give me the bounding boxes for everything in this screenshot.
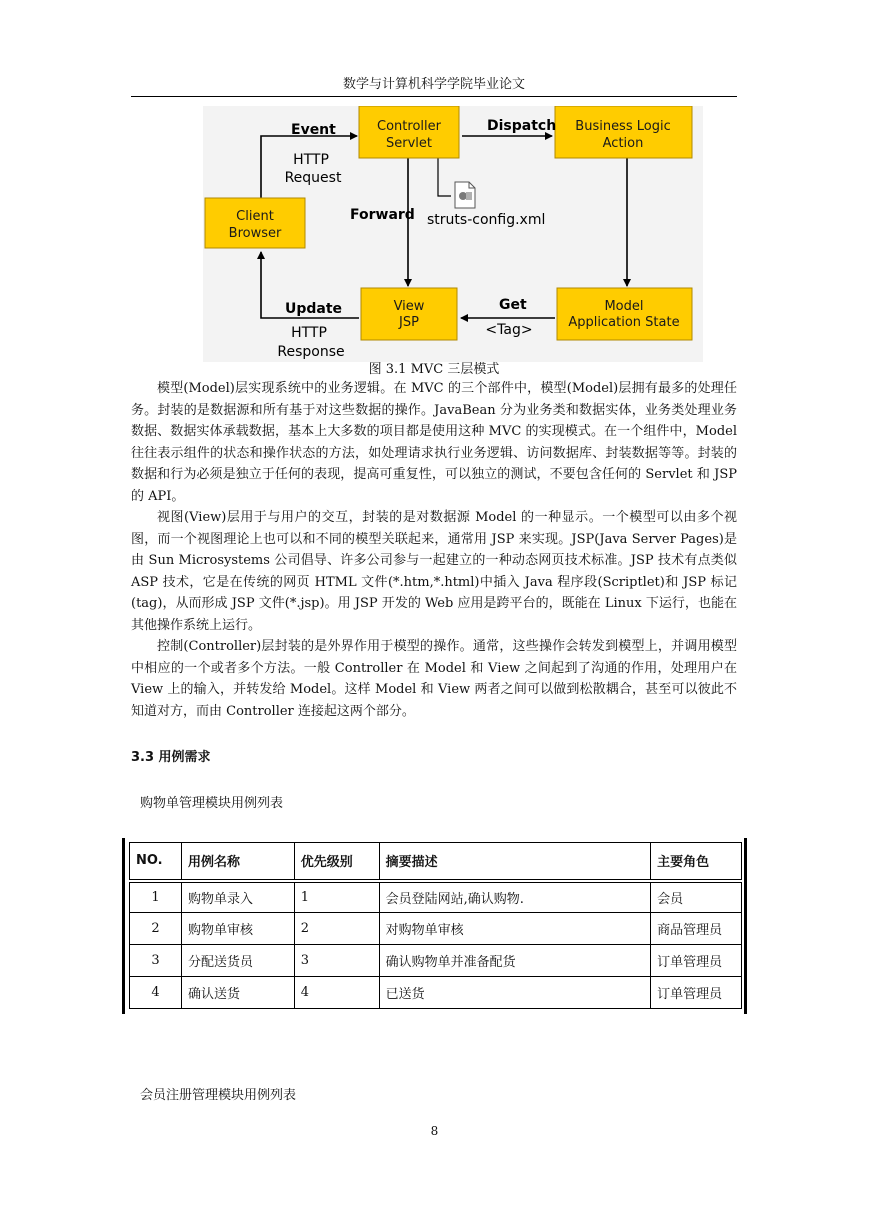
paragraph-model: 模型(Model)层实现系统中的业务逻辑。在 MVC 的三个部件中，模型(Model)层拥有最多的处理任务。封装的是数据源和所有基于对这些数据的操作。JavaBean 分为业务类和数据实体，业务类处理业务数据、数据实体承载数据，基本上大多数的项目都是使用这种 MVC 的实现模式。在一个组件中，Model 往往表示组件的状态和操作状态的方法，如处理请求执行业务逻辑、访问数据库、封装数据等等。封装的数据和行为必须是独立于任何的表现，提高可重复性，可以独立的测试，不要包含任何的 Servlet 和 JSP 的 API。 [131, 381, 737, 504]
box-controller-subtitle: Servlet [386, 136, 432, 151]
label-get: Get [499, 297, 527, 313]
box-view [361, 288, 457, 340]
table1-title: 购物单管理模块用例列表 [140, 796, 284, 811]
label-update: Update [285, 301, 343, 317]
label-http-response-1: HTTP [291, 325, 327, 341]
box-business-logic [555, 106, 692, 158]
box-model [557, 288, 692, 340]
cell-summary: 会员登陆网站,确认购物. [379, 881, 650, 913]
xml-file-icon [455, 182, 475, 208]
usecase-table [129, 842, 742, 1009]
cell-priority: 3 [294, 945, 379, 977]
body-text [131, 378, 737, 722]
box-business-title: Business Logic [575, 119, 671, 134]
cell-name: 购物单录入 [181, 881, 294, 913]
label-http-request-1: HTTP [293, 152, 329, 168]
cell-no: 2 [130, 913, 182, 945]
cell-no: 1 [130, 881, 182, 913]
table2-title: 会员注册管理模块用例列表 [140, 1088, 297, 1103]
page-number: 8 [430, 1124, 439, 1138]
col-header-summary: 摘要描述 [379, 843, 650, 881]
section-heading: 3.3 用例需求 [131, 750, 211, 765]
cell-name: 分配送货员 [181, 945, 294, 977]
box-business-subtitle: Action [602, 136, 644, 151]
col-header-no: NO. [130, 843, 182, 881]
box-client-subtitle: Browser [228, 226, 282, 241]
box-model-subtitle: Application State [568, 315, 680, 330]
cell-no: 3 [130, 945, 182, 977]
col-header-name: 用例名称 [181, 843, 294, 881]
cell-priority: 4 [294, 977, 379, 1009]
cell-summary: 已送货 [379, 977, 650, 1009]
box-controller-title: Controller [377, 119, 441, 134]
cell-role: 订单管理员 [651, 945, 742, 977]
label-tag: <Tag> [485, 322, 533, 338]
box-view-subtitle: JSP [399, 315, 419, 330]
cell-no: 4 [130, 977, 182, 1009]
box-client [205, 198, 305, 248]
label-http-request-2: Request [284, 170, 342, 186]
paragraph-view: 视图(View)层用于与用户的交互，封装的是对数据源 Model 的一种显示。一个模型可以由多个视图，而一个视图理论上也可以和不同的模型关联起来，通常用 JSP 来实现。JSP(Java Server Pages)是由 Sun Microsystems 公司倡导、许多公司参与一起建立的一种动态网页技术标准。JSP 技术有点类似 ASP 技术，它是在传统的网页 HTML 文件(*.htm,*.html)中插入 Java 程序段(Scriptlet)和 JSP 标记(tag)，从而形成 JSP 文件(*.jsp)。用 JSP 开发的 Web 应用是跨平台的，既能在 Linux 下运行，也能在其他操作系统上运行。 [131, 510, 737, 633]
cell-priority: 1 [294, 881, 379, 913]
col-header-role: 主要角色 [651, 843, 742, 881]
label-event: Event [291, 122, 336, 138]
cell-role: 商品管理员 [651, 913, 742, 945]
table-header-row [130, 843, 742, 881]
table-row [130, 977, 742, 1009]
table-row [130, 913, 742, 945]
cell-summary: 对购物单审核 [379, 913, 650, 945]
table-row [130, 881, 742, 913]
cell-role: 会员 [651, 881, 742, 913]
cell-role: 订单管理员 [651, 977, 742, 1009]
box-controller [359, 106, 459, 158]
mvc-diagram [203, 106, 703, 362]
figure-caption: 图 3.1 MVC 三层模式 [368, 362, 500, 377]
label-struts-config: struts-config.xml [427, 212, 546, 228]
col-header-priority: 优先级别 [294, 843, 379, 881]
cell-summary: 确认购物单并准备配货 [379, 945, 650, 977]
paragraph-controller: 控制(Controller)层封装的是外界作用于模型的操作。通常，这些操作会转发到模型上，并调用模型中相应的一个或者多个方法。一般 Controller 在 Model 和 View 之间起到了沟通的作用，处理用户在 View 上的输入，并转发给 Model。这样 Model 和 View 两者之间可以做到松散耦合，甚至可以彼此不知道对方，而由 Controller 连接起这两个部分。 [131, 639, 737, 719]
label-http-response-2: Response [277, 344, 345, 360]
label-dispatch: Dispatch [487, 118, 557, 134]
cell-name: 确认送货 [181, 977, 294, 1009]
page-header: 数学与计算机科学学院毕业论文 [131, 74, 737, 97]
label-forward: Forward [350, 207, 415, 223]
box-client-title: Client [236, 209, 274, 224]
box-model-title: Model [604, 299, 644, 314]
usecase-table-frame [122, 838, 747, 1014]
cell-priority: 2 [294, 913, 379, 945]
table-row [130, 945, 742, 977]
box-view-title: View [393, 299, 425, 314]
cell-name: 购物单审核 [181, 913, 294, 945]
